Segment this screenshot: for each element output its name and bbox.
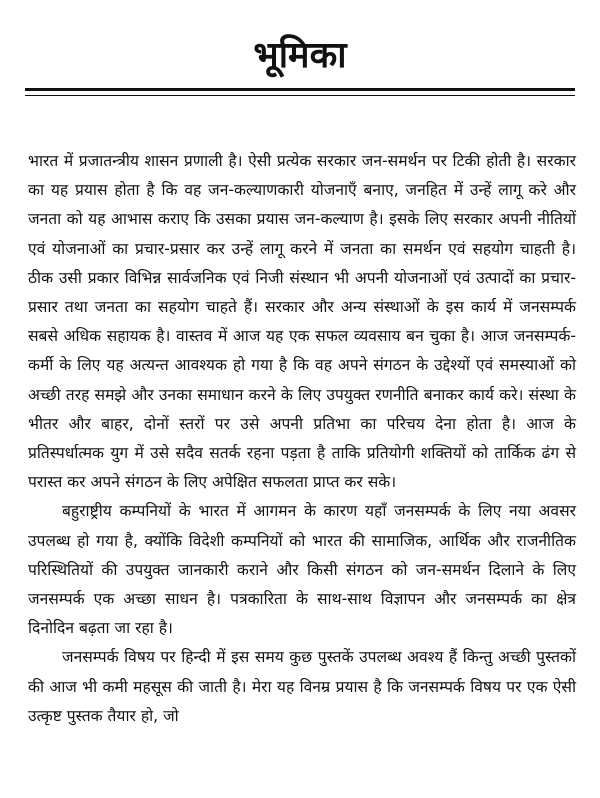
page-title: भूमिका xyxy=(253,35,347,76)
title-rule-thin xyxy=(25,95,575,96)
title-rule-thick xyxy=(25,88,575,91)
paragraph-3: जनसम्पर्क विषय पर हिन्दी में इस समय कुछ पुस्तकें उपलब्ध अवश्य हैं किन्तु अच्छी पुस्तकों की आज भी कमी महसूस की जाती है। मेरा यह विनम्र प्रयास है कि जनसम्पर्क विषय पर एक ऐसी उत्कृष्ट पुस्तक तैयार हो, जो xyxy=(28,648,576,725)
paragraph-2: बहुराष्ट्रीय कम्पनियों के भारत में आगमन के कारण यहाँ जनसम्पर्क के लिए नया अवसर उपलब्ध हो गया है, क्योंकि विदेशी कम्पनियों को भारत की सामाजिक, आर्थिक और राजनीतिक परिस्थितियों की उपयुक्त जानकारी कराने और किसी संगठन को जन-समर्थन दिलाने के लिए जनसम्पर्क एक अच्छा साधन है। पत्रकारिता के साथ-साथ विज्ञापन और जनसम्पर्क का क्षेत्र दिनोदिन बढ़ता जा रहा है। xyxy=(28,502,576,638)
body-text xyxy=(28,147,576,731)
paragraph-1: भारत में प्रजातन्त्रीय शासन प्रणाली है। ऐसी प्रत्येक सरकार जन-समर्थन पर टिकी होती है। सरकार का यह प्रयास होता है कि वह जन-कल्याणकारी योजनाएँ बनाए, जनहित में उन्हें लागू करे और जनता को यह आभास कराए कि उसका प्रयास जन-कल्याण है। इसके लिए सरकार अपनी नीतियों एवं योजनाओं का प्रचार-प्रसार कर उन्हें लागू करने में जनता का समर्थन एवं सहयोग चाहती है। ठीक उसी प्रकार विभिन्न सार्वजनिक एवं निजी संस्थान भी अपनी योजनाओं एवं उत्पादों का प्रचार-प्रसार तथा जनता का सहयोग चाहते हैं। सरकार और अन्य संस्थाओं के इस कार्य में जनसम्पर्क सबसे अधिक सहायक है। वास्तव में आज यह एक सफल व्यवसाय बन चुका है। आज जनसम्पर्क-कर्मी के लिए यह अत्यन्त आवश्यक हो गया है कि वह अपने संगठन के उद्देश्यों एवं समस्याओं को अच्छी तरह समझे और उनका समाधान करने के लिए उपयुक्त रणनीति बनाकर कार्य करे। संस्था के भीतर और बाहर, दोनों स्तरों पर उसे अपनी प्रतिभा का परिचय देना होता है। आज के प्रतिस्पर्धात्मक युग में उसे सदैव सतर्क रहना पड़ता है ताकि प्रतियोगी शक्तियों को तार्किक ढंग से परास्त कर अपने संगठन के लिए अपेक्षित सफलता प्राप्त कर सके। xyxy=(28,152,576,492)
